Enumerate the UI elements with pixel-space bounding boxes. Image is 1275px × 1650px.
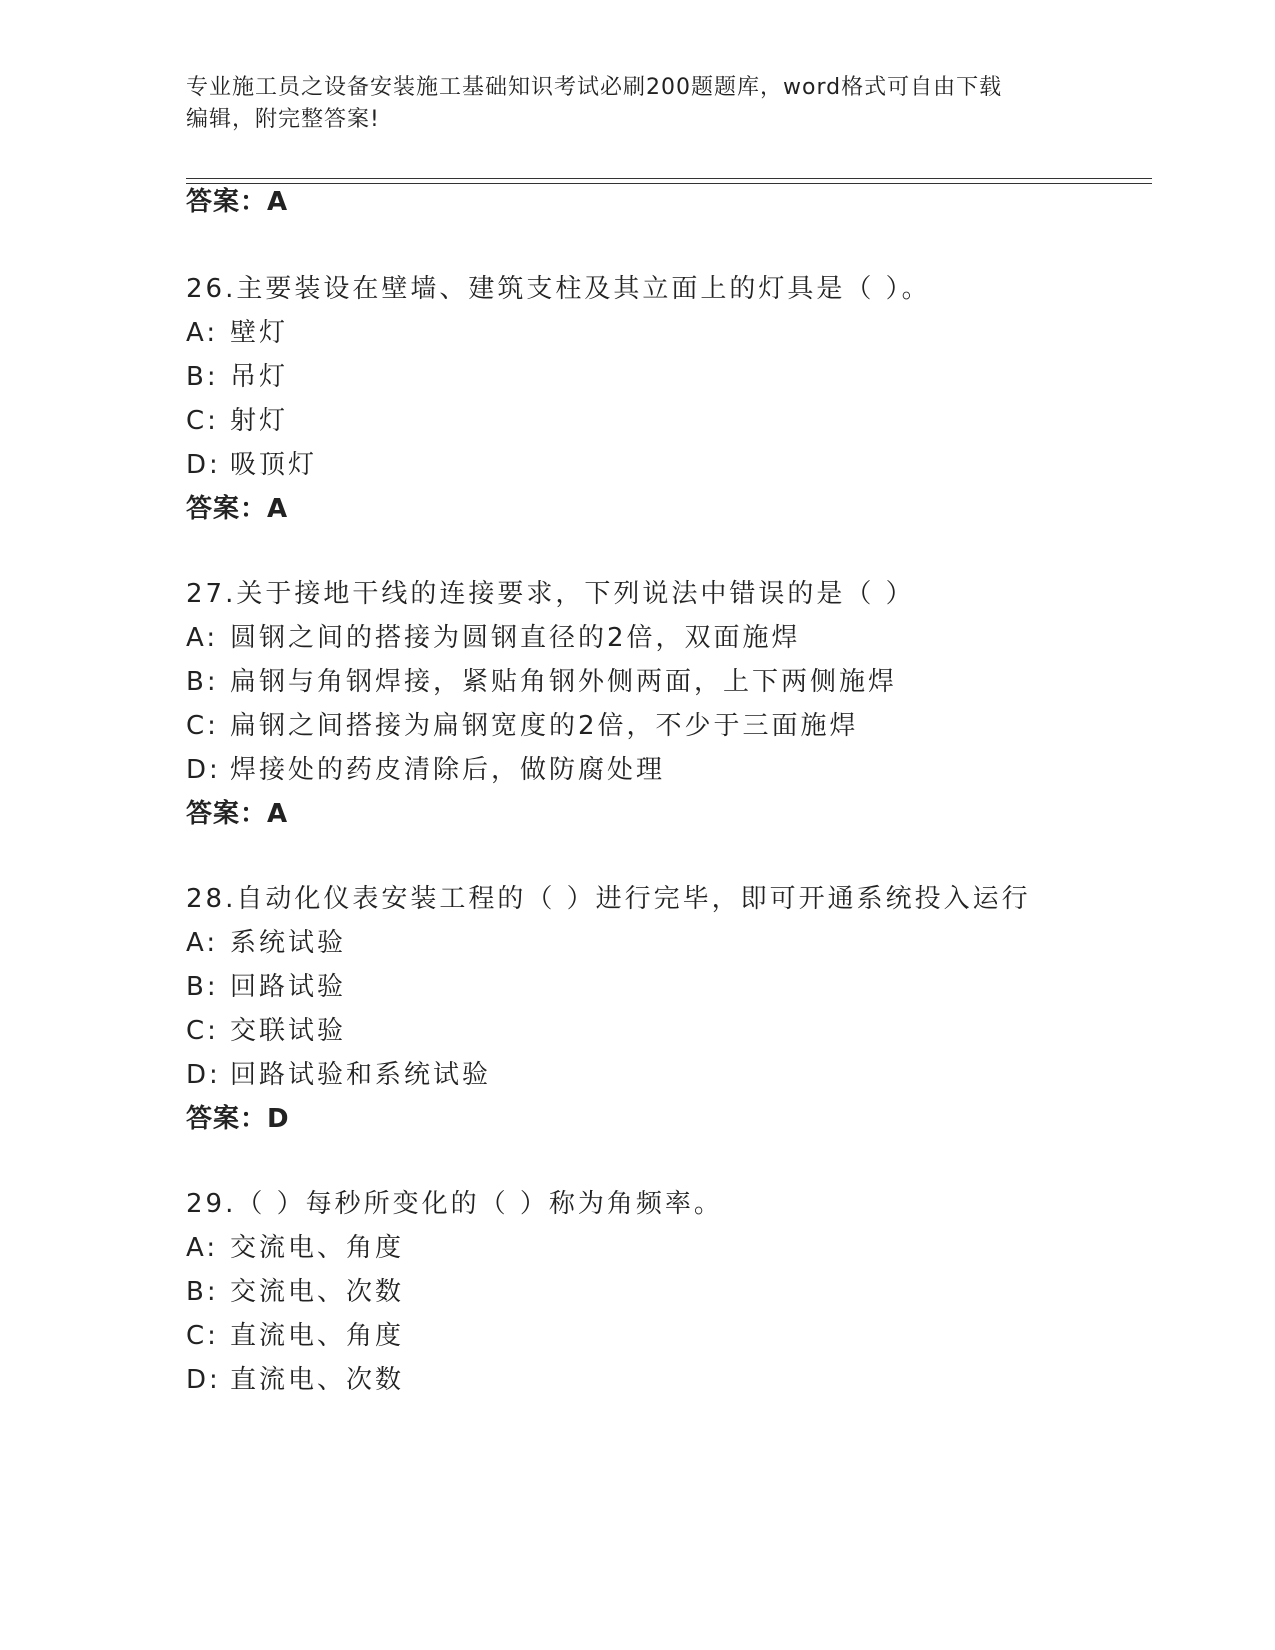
option-text: 系统试验 xyxy=(230,928,347,958)
question-28-stem: 28.自动化仪表安装工程的（ ）进行完毕，即可开通系统投入运行 xyxy=(186,884,1031,914)
document-header xyxy=(186,72,1086,136)
option-letter: C: xyxy=(186,1016,219,1046)
header-divider-top xyxy=(186,178,1152,179)
option-text: 交联试验 xyxy=(230,1016,347,1046)
option-letter: C: xyxy=(186,711,219,741)
header-line-2: 编辑，附完整答案! xyxy=(186,107,380,132)
option-text: 壁灯 xyxy=(230,318,289,348)
question-26-answer: 答案：A xyxy=(186,494,289,524)
option-letter: D: xyxy=(186,755,221,785)
question-28-option-c xyxy=(186,1014,346,1048)
option-letter: A: xyxy=(186,928,219,958)
option-letter: B: xyxy=(186,1277,219,1307)
question-26-option-a xyxy=(186,316,288,350)
question-27-stem: 27.关于接地干线的连接要求，下列说法中错误的是（ ） xyxy=(186,579,915,609)
option-text: 回路试验和系统试验 xyxy=(230,1060,492,1090)
option-letter: C: xyxy=(186,406,219,436)
question-26-option-c xyxy=(186,404,288,438)
question-29-stem: 29.（ ）每秒所变化的（ ）称为角频率。 xyxy=(186,1189,723,1219)
question-27-option-d xyxy=(186,753,665,787)
question-29-option-c xyxy=(186,1319,404,1353)
question-29-option-b xyxy=(186,1275,404,1309)
question-27-option-a xyxy=(186,621,801,655)
option-letter: A: xyxy=(186,623,219,653)
question-29-option-d xyxy=(186,1363,404,1397)
option-letter: B: xyxy=(186,667,219,697)
question-26-option-d xyxy=(186,448,317,482)
question-27-option-b xyxy=(186,665,897,699)
previous-answer: 答案：A xyxy=(186,187,289,217)
option-text: 直流电、角度 xyxy=(230,1321,405,1351)
option-text: 圆钢之间的搭接为圆钢直径的2倍，双面施焊 xyxy=(230,623,801,653)
option-letter: C: xyxy=(186,1321,219,1351)
question-28-answer: 答案：D xyxy=(186,1104,290,1134)
header-line-1: 专业施工员之设备安装施工基础知识考试必刷200题题库，word格式可自由下载 xyxy=(186,75,1003,100)
option-text: 吸顶灯 xyxy=(230,450,318,480)
question-27-answer: 答案：A xyxy=(186,799,289,829)
option-text: 回路试验 xyxy=(230,972,347,1002)
option-text: 扁钢与角钢焊接，紧贴角钢外侧两面，上下两侧施焊 xyxy=(230,667,898,697)
question-26-stem: 26.主要装设在壁墙、建筑支柱及其立面上的灯具是（ ）。 xyxy=(186,274,931,304)
option-letter: B: xyxy=(186,972,219,1002)
option-text: 吊灯 xyxy=(230,362,289,392)
question-27-option-c xyxy=(186,709,859,743)
option-letter: D: xyxy=(186,450,221,480)
option-letter: D: xyxy=(186,1365,221,1395)
option-letter: B: xyxy=(186,362,219,392)
option-text: 射灯 xyxy=(230,406,289,436)
option-letter: A: xyxy=(186,1233,219,1263)
option-text: 交流电、角度 xyxy=(230,1233,405,1263)
option-text: 交流电、次数 xyxy=(230,1277,405,1307)
question-29-option-a xyxy=(186,1231,404,1265)
option-letter: D: xyxy=(186,1060,221,1090)
question-28-option-b xyxy=(186,970,346,1004)
option-letter: A: xyxy=(186,318,219,348)
question-28-option-d xyxy=(186,1058,491,1092)
header-divider-bottom xyxy=(186,183,1152,184)
option-text: 直流电、次数 xyxy=(230,1365,405,1395)
option-text: 扁钢之间搭接为扁钢宽度的2倍，不少于三面施焊 xyxy=(230,711,859,741)
question-26-option-b xyxy=(186,360,288,394)
question-28-option-a xyxy=(186,926,346,960)
option-text: 焊接处的药皮清除后，做防腐处理 xyxy=(230,755,666,785)
